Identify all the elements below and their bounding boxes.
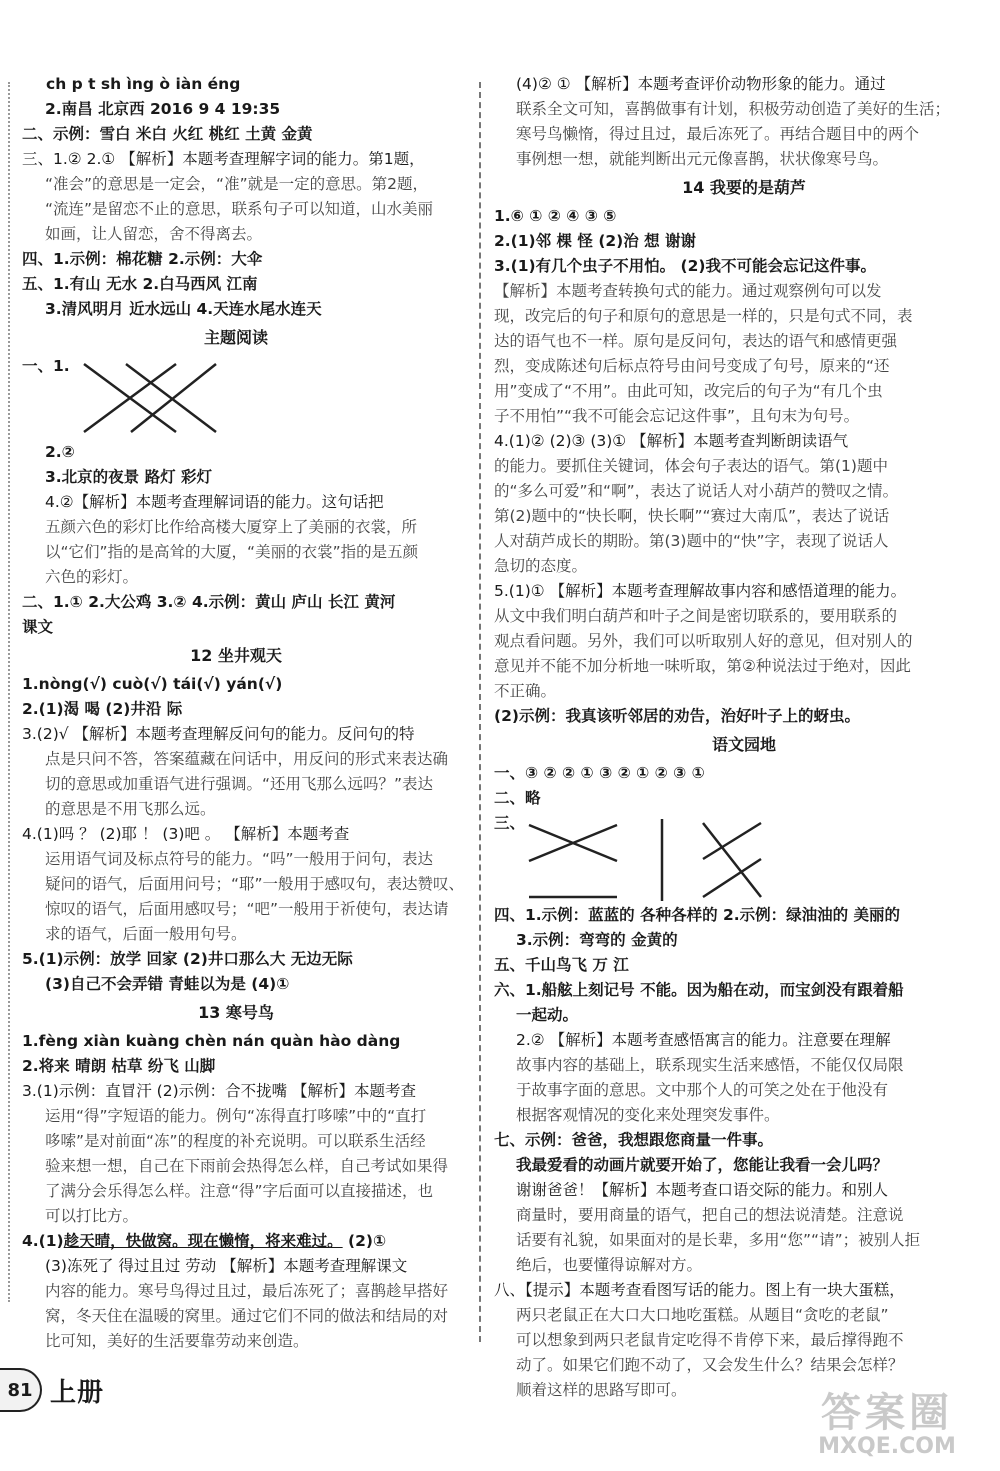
explanation-line: 事例想一想，就能判断出元元像喜鹊，状状像寒号鸟。 <box>516 150 889 168</box>
answer-line: 3.北京的夜景 路灯 彩灯 <box>45 468 212 486</box>
answer-line: 4.(1)吗 ？ (2)耶 ！ (3)吧 。 【解析】本题考查 <box>22 825 350 843</box>
explanation-line: 顺着这样的思路写即可。 <box>516 1381 687 1399</box>
answer-line: 4.②【解析】本题考查理解词语的能力。这句话把 <box>45 493 384 511</box>
explanation-line: 切的意思或加重语气进行强调。“还用飞那么远吗？”表达 <box>45 775 434 793</box>
explanation-line: 点是只问不答，答案蕴藏在问话中，用反问的形式来表达确 <box>45 750 449 768</box>
explanation-line: 动了。如果它们跑不动了，又会发生什么？结果会怎样？ <box>516 1356 904 1374</box>
explanation-line: 如画，让人留恋，舍不得离去。 <box>45 225 263 243</box>
answer-line: (3)冻死了 得过且过 劳动 【解析】本题考查理解课文 <box>45 1257 408 1275</box>
explanation-line: 商量时，要用商量的语气，把自己的想法说清楚。注意说 <box>516 1206 904 1224</box>
explanation-line: 了满分会乐得怎么样。注意“得”字后面可以直接描述，也 <box>45 1182 434 1200</box>
explanation-line: 于故事字面的意思。文中那个人的可笑之处在于他没有 <box>516 1081 889 1099</box>
underlined-answer: 趁天晴，快做窝。现在懒惰，将来难过。 <box>63 1232 343 1250</box>
explanation-line: 不正确。 <box>494 682 557 700</box>
page-footer <box>0 1368 104 1412</box>
answer-line: 2.(1)渴 喝 (2)井沿 际 <box>22 700 183 718</box>
answer-line <box>0 1229 472 1254</box>
explanation-line: 【解析】本题考查转换句式的能力。通过观察例句可以发 <box>494 282 882 300</box>
explanation-line: 六色的彩灯。 <box>45 568 139 586</box>
explanation-line: 观点看问题。另外，我们可以听取别人好的意见，但对别人的 <box>494 632 913 650</box>
explanation-line: 子不用怕”“我不可能会忘记这件事”，且句末为句号。 <box>494 407 860 425</box>
explanation-line: “流连”是留恋不止的意思，联系句子可以知道，山水美丽 <box>45 200 434 218</box>
answer-line: 3.(1)示例：直冒汗 (2)示例：合不拢嘴 【解析】本题考查 <box>22 1082 417 1100</box>
answer-line: 3.(1)有几个虫子不用怕。 (2)我不可能会忘记这件事。 <box>494 257 876 275</box>
answer-line: 5.(1)示例：放学 回家 (2)井口那么大 无边无际 <box>22 950 353 968</box>
watermark-url: MXQE.COM <box>818 1434 956 1459</box>
explanation-line: 联系全文可知，喜鹊做事有计划，积极劳动创造了美好的生活； <box>516 100 951 118</box>
explanation-line: 疑问的语气，后面用问号；“耶”一般用于感叹句，表达赞叹、 <box>45 875 465 893</box>
answer-line: 2.(1)邻 棵 怪 (2)治 想 谢谢 <box>494 232 697 250</box>
answer-line: 1.fèng xiàn kuàng chèn nán quàn hào dàng <box>22 1032 401 1050</box>
section-title: 主题阅读 <box>203 328 268 347</box>
answer-line: 2.② 【解析】本题考查感悟寓言的能力。注意要在理解 <box>516 1031 891 1049</box>
explanation-line: 从文中我们明白葫芦和叶子之间是密切联系的，要用联系的 <box>494 607 898 625</box>
explanation-line: 内容的能力。寒号鸟得过且过，最后冻死了；喜鹊趁早搭好 <box>45 1282 449 1300</box>
answer-line: 3.(2)√ 【解析】本题考查理解反问句的能力。反问句的特 <box>22 725 415 743</box>
answer-line: 四、1.示例：蓝蓝的 各种各样的 2.示例：绿油油的 美丽的 <box>494 906 901 924</box>
explanation-line: 绝后，也要懂得谅解对方。 <box>516 1256 703 1274</box>
explanation-line: 五颜六色的彩灯比作给高楼大厦穿上了美丽的衣裳，所 <box>45 518 418 536</box>
right-column <box>494 72 994 1403</box>
page-number: 81 <box>0 1368 42 1412</box>
explanation-line: 运用语气词及标点符号的能力。“吗”一般用于问句，表达 <box>45 850 434 868</box>
answer-line: 1.⑥ ① ② ④ ③ ⑤ <box>494 207 617 225</box>
explanation-line: 的“多么可爱”和“啊”，表达了说话人对小葫芦的赞叹之情。 <box>494 482 899 500</box>
explanation-line: 的意思是不用飞那么远。 <box>45 800 216 818</box>
answer-line: 二、示例：雪白 米白 火红 桃红 土黄 金黄 <box>22 125 313 143</box>
answer-line: (3)自己不会弄错 青蛙以为是 (4)① <box>45 975 290 993</box>
explanation-line: 故事内容的基础上，联系现实生活来感悟，不能仅仅局限 <box>516 1056 904 1074</box>
answer-line: 六、1.船舷上刻记号 不能。因为船在动，而宝剑没有跟着船 <box>494 981 904 999</box>
answer-line: 二、略 <box>494 789 541 807</box>
explanation-line: 验来想一想，自己在下雨前会热得怎么样，自己考试如果得 <box>45 1157 449 1175</box>
explanation-line: 第(2)题中的“快长啊，快长啊”“赛过大南瓜”，表达了说话 <box>494 507 890 525</box>
explanation-line: 根据客观情况的变化来处理突发事件。 <box>516 1106 780 1124</box>
answer-line: 五、千山鸟飞 万 江 <box>494 956 629 974</box>
explanation-line: 现，改完后的句子和原句的意思是一样的，只是句式不同，表 <box>494 307 913 325</box>
matching-lines-diagram <box>76 358 226 438</box>
explanation-line: 以“它们”指的是高耸的大厦，“美丽的衣裳”指的是五颜 <box>45 543 419 561</box>
column-divider <box>479 82 481 1342</box>
answer-line: 一起动。 <box>516 1006 579 1024</box>
explanation-line: 可以想象到两只老鼠肯定吃得不肯停下来，最后撑得跑不 <box>516 1331 904 1349</box>
left-column <box>0 72 472 1354</box>
answer-line: 3.清风明月 近水远山 4.天连水尾水连天 <box>45 300 322 318</box>
watermark-logo: 答案圈 <box>821 1390 953 1436</box>
answer-line: 3.示例：弯弯的 金黄的 <box>516 931 678 949</box>
answer-prefix: 4.(1) <box>22 1232 64 1250</box>
site-watermark <box>782 1392 992 1468</box>
answer-line: 4.(1)② (2)③ (3)① 【解析】本题考查判断朗读语气 <box>494 432 849 450</box>
explanation-line: 达的语气也不一样。原句是反问句，表达的语气和感情更强 <box>494 332 898 350</box>
matching-row <box>494 811 994 903</box>
answer-line: 一、1. <box>22 357 70 375</box>
answer-line: (2)示例：我真该听邻居的劝告，治好叶子上的蚜虫。 <box>494 707 860 725</box>
answer-line: 二、1.① 2.大公鸡 3.② 4.示例：黄山 庐山 长江 黄河 <box>22 593 396 611</box>
answer-line: 2.将来 晴朗 枯草 纷飞 山脚 <box>22 1057 216 1075</box>
answer-line: 八、【提示】本题考查看图写话的能力。图上有一块大蛋糕， <box>494 1281 905 1299</box>
answer-line: 四、1.示例：棉花糖 2.示例：大伞 <box>22 250 263 268</box>
answer-line: 三、1.② 2.① 【解析】本题考查理解字词的能力。第1题， <box>22 150 425 168</box>
explanation-line: 烈，变成陈述句后标点符号由问号变成了句号，原来的“还 <box>494 357 890 375</box>
section-title: 14 我要的是葫芦 <box>682 178 806 197</box>
explanation-line: 人对葫芦成长的期盼。第(3)题中的“快”字，表现了说话人 <box>494 532 889 550</box>
answer-line: 五、1.有山 无水 2.白马西风 江南 <box>22 275 258 293</box>
answer-line: 谢谢爸爸！【解析】本题考查口语交际的能力。和别人 <box>516 1181 889 1199</box>
explanation-line: 的能力。要抓住关键词，体会句子表达的语气。第(1)题中 <box>494 457 888 475</box>
explanation-line: 意见并不能不加分析地一味听取，第②种说法过于绝对，因此 <box>494 657 911 675</box>
lesson-group-label: 课文 <box>22 618 54 636</box>
matching-row <box>0 354 472 440</box>
answer-line: 我最爱看的动画片就要开始了，您能让我看一会儿吗？ <box>516 1156 889 1174</box>
explanation-line: 惊叹的语气，后面用感叹号；“吧”一般用于祈使句，表达请 <box>45 900 449 918</box>
answer-line: 三、 <box>494 814 526 832</box>
explanation-line: “准会”的意思是一定会，“准”就是一定的意思。第2题， <box>45 175 428 193</box>
explanation-line: 运用“得”字短语的能力。例句“冻得直打哆嗦”中的“直打 <box>45 1107 427 1125</box>
answer-suffix: (2)① <box>342 1232 387 1250</box>
explanation-line: 话要有礼貌，如果面对的是长辈，多用“您”“请”；被别人拒 <box>516 1231 921 1249</box>
matching-lines-diagram <box>525 815 765 903</box>
explanation-line: 哆嗦”是对前面“冻”的程度的补充说明。可以联系生活经 <box>45 1132 426 1150</box>
pinyin-line: ch p t sh ìng ò iàn éng <box>46 75 241 93</box>
explanation-line: 可以打比方。 <box>45 1207 139 1225</box>
answer-line: 1.nòng(√) cuò(√) tái(√) yán(√) <box>22 675 283 693</box>
explanation-line: 急切的态度。 <box>494 557 588 575</box>
answer-line: 七、示例：爸爸，我想跟您商量一件事。 <box>494 1131 774 1149</box>
section-title: 12 坐井观天 <box>190 646 282 665</box>
answer-line: 2.② <box>45 443 75 461</box>
explanation-line: 窝，冬天住在温暖的窝里。通过它们不同的做法和结局的对 <box>45 1307 449 1325</box>
answer-line: (4)② ① 【解析】本题考查评价动物形象的能力。通过 <box>516 75 886 93</box>
explanation-line: 两只老鼠正在大口大口地吃蛋糕。从题目“贪吃的老鼠” <box>516 1306 889 1324</box>
answer-line: 5.(1)① 【解析】本题考查理解故事内容和感悟道理的能力。 <box>494 582 907 600</box>
book-part-label: 上册 <box>50 1377 105 1408</box>
explanation-line: 用”变成了“不用”。由此可知，改完后的句子为“有几个虫 <box>494 382 883 400</box>
explanation-line: 求的语气，后面一般用句号。 <box>45 925 247 943</box>
answer-line: 2.南昌 北京西 2016 9 4 19:35 <box>45 100 281 118</box>
section-title: 13 寒号鸟 <box>198 1003 274 1022</box>
explanation-line: 比可知，美好的生活要靠劳动来创造。 <box>45 1332 309 1350</box>
section-title: 语文园地 <box>711 735 776 754</box>
explanation-line: 寒号鸟懒惰，得过且过，最后冻死了。再结合题目中的两个 <box>516 125 920 143</box>
answer-line: 一、③ ② ② ① ③ ② ① ② ③ ① <box>494 764 705 782</box>
